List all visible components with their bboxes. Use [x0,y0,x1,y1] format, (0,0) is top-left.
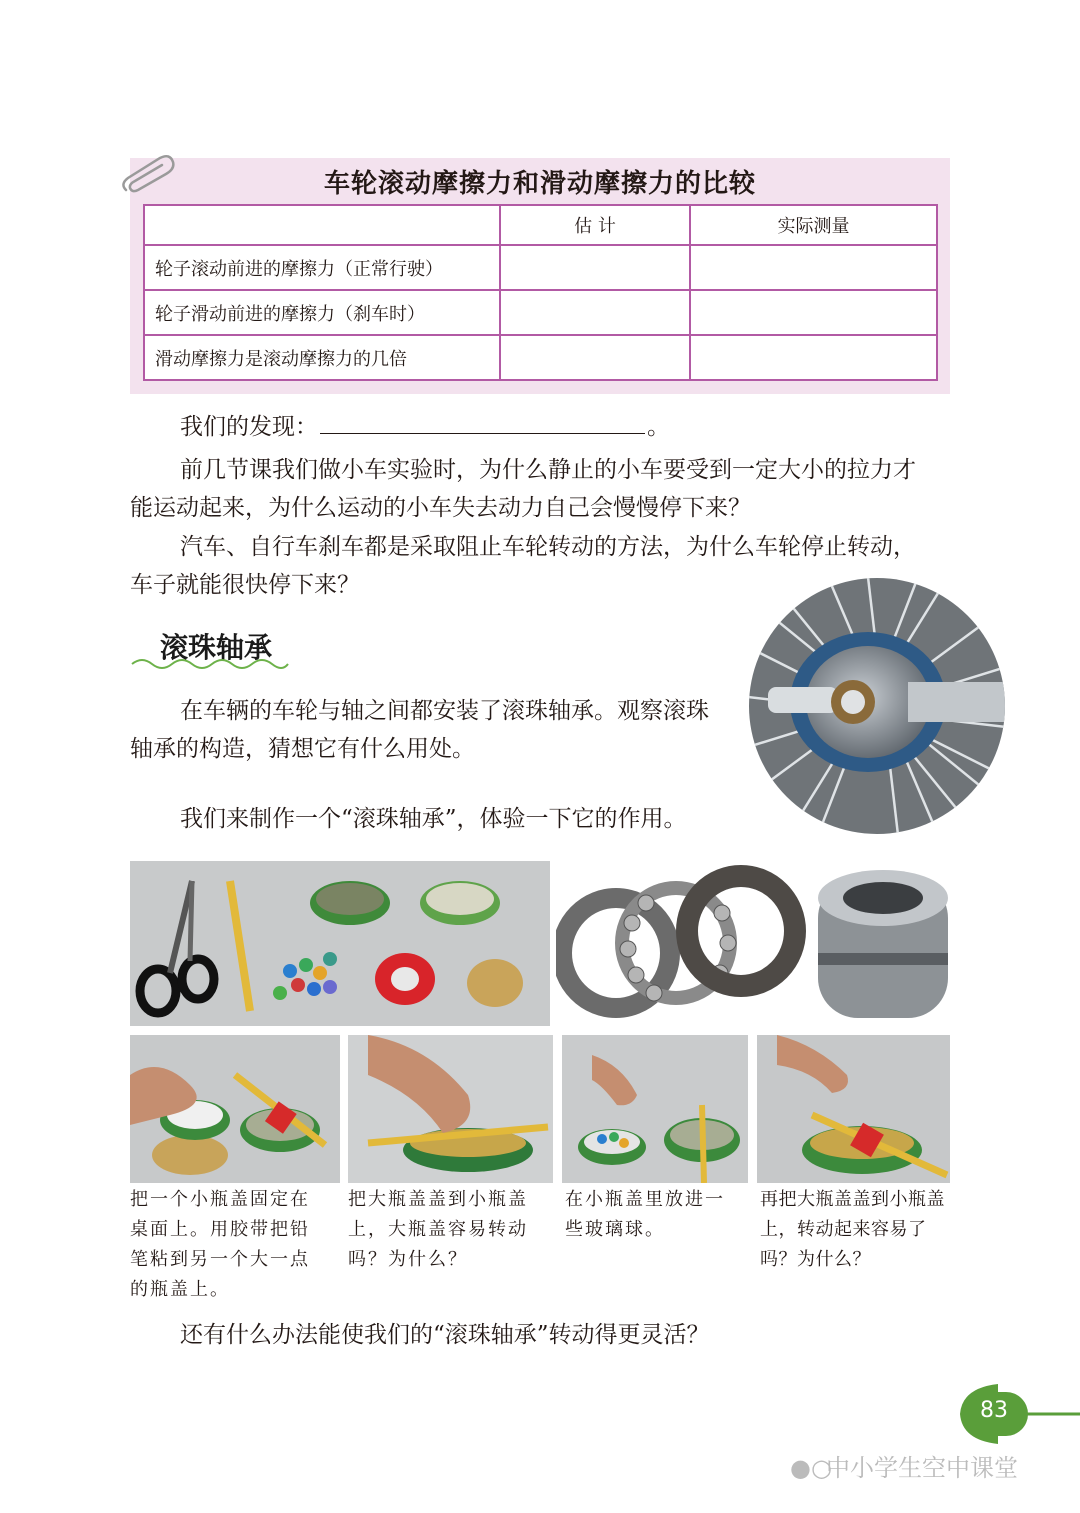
watermark [790,1448,1060,1488]
wheel-hub-photo [748,577,1006,835]
caption-line: 把大瓶盖盖到小瓶盖 [348,1189,528,1210]
step2-caption [348,1185,528,1275]
paragraph-line: 能运动起来，为什么运动的小车失去动力自己会慢慢停下来？ [130,495,751,521]
caption-line: 把一个小瓶盖固定在 [130,1189,310,1210]
table-cell-measured[interactable] [690,245,937,290]
page-number: 83 [980,1398,1008,1423]
section-intro-line: 轴承的构造，猜想它有什么用处。 [130,736,475,762]
caption-line: 在小瓶盖里放进一 [565,1189,725,1210]
wave-underline-icon [130,654,290,674]
table-row-label: 滑动摩擦力是滚动摩擦力的几倍 [144,335,500,380]
closing-question: 还有什么办法能使我们的“滚珠轴承”转动得更灵活？ [180,1322,710,1348]
materials-photo [130,861,550,1026]
watermark-text: 中小学生空中课堂 [826,1454,1018,1482]
caption-line: 桌面上。用胶带把铅 [130,1219,310,1240]
table-header-estimate: 估 计 [500,205,690,245]
section-intro-line: 在车辆的车轮与轴之间都安装了滚珠轴承。观察滚珠 [180,698,709,724]
table-cell-measured[interactable] [690,335,937,380]
table-row [144,290,937,335]
findings-end: 。 [647,414,670,440]
caption-line: 再把大瓶盖盖到小瓶盖 [760,1189,945,1210]
step4-caption [760,1185,945,1275]
wechat-icon: ●○ [790,1454,832,1482]
step2-photo [348,1035,553,1183]
paragraph-line: 车子就能很快停下来？ [130,572,360,598]
findings-blank[interactable] [320,409,645,434]
paragraph-line: 前几节课我们做小车实验时，为什么静止的小车要受到一定大小的拉力才 [180,457,916,483]
findings-label: 我们的发现： [180,414,318,440]
caption-line: 上，转动起来容易了 [760,1219,927,1240]
caption-line: 笔粘到另一个大一点 [130,1249,310,1270]
caption-line: 些玻璃球。 [565,1219,665,1240]
section-make-line: 我们来制作一个“滚珠轴承”，体验一下它的作用。 [180,806,687,832]
caption-line: 吗？为什么？ [760,1249,871,1270]
table-header-row [144,205,937,245]
step4-photo [757,1035,950,1183]
caption-line: 上，大瓶盖容易转动 [348,1219,528,1240]
table-cell-estimate[interactable] [500,290,690,335]
table-cell-estimate[interactable] [500,335,690,380]
step3-photo [562,1035,748,1183]
table-title: 车轮滚动摩擦力和滑动摩擦力的比较 [323,169,756,199]
caption-line: 吗？为什么？ [348,1249,468,1270]
table-cell-measured[interactable] [690,290,937,335]
comparison-table [143,204,938,381]
section-title: 滚珠轴承 [160,631,273,664]
table-row-label: 轮子滑动前进的摩擦力（刹车时） [144,290,500,335]
step1-photo [130,1035,340,1183]
table-row [144,335,937,380]
findings-line [180,408,670,446]
table-cell-estimate[interactable] [500,245,690,290]
step1-caption [130,1185,310,1305]
table-header-measured: 实际测量 [690,205,937,245]
bearing-parts-photo [556,853,951,1026]
step3-caption [565,1185,725,1245]
paragraph-line: 汽车、自行车刹车都是采取阻止车轮转动的方法，为什么车轮停止转动， [180,534,916,560]
table-row [144,245,937,290]
table-row-label: 轮子滚动前进的摩擦力（正常行驶） [144,245,500,290]
caption-line: 的瓶盖上。 [130,1279,230,1300]
table-header-cell [144,205,500,245]
